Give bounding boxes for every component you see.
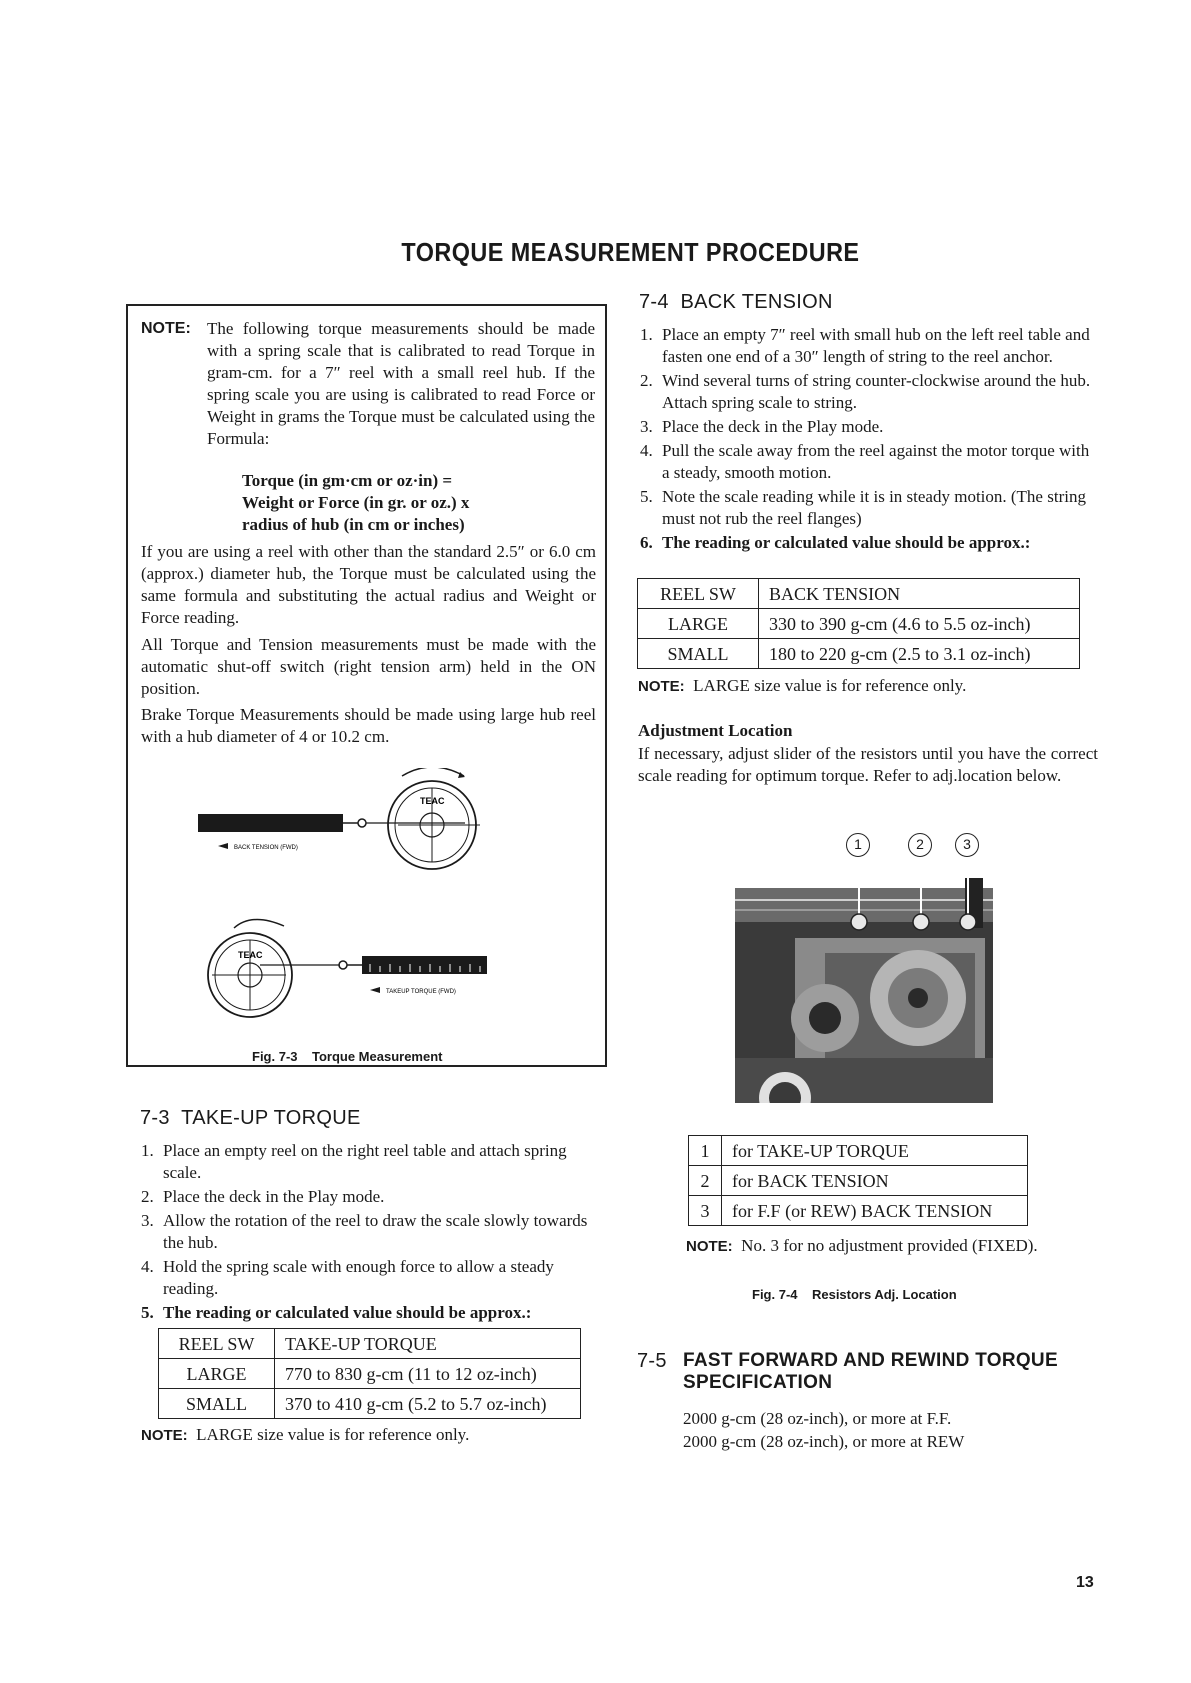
list-item: 4. Hold the spring scale with enough force to allow a steady reading. (141, 1257, 554, 1298)
note-text: LARGE size value is for reference only. (196, 1425, 470, 1444)
resistors-location-photo (735, 858, 1005, 1103)
label-takeup-torque: TAKEUP TORQUE (FWD) (386, 989, 456, 995)
section-7-4-steps (640, 324, 1100, 556)
fig-7-3-title: Torque Measurement (311, 1049, 443, 1064)
table-cell: SMALL (638, 639, 759, 669)
section-7-3-note (141, 1424, 469, 1447)
list-item: 3. Place the deck in the Play mode. (640, 417, 884, 436)
note-paragraph-switch: All Torque and Tension measurements must be made with the automatic shut-off switch (right tension arm) held in the ON position. (141, 635, 596, 698)
section-7-5-title-line-1: FAST FORWARD AND REWIND TORQUE (683, 1350, 1058, 1371)
section-7-5-spec-rew: 2000 g-cm (28 oz-inch), or more at REW (683, 1432, 965, 1451)
section-7-4-note (638, 675, 966, 698)
table-row (638, 639, 1080, 669)
section-7-4-title: BACK TENSION (680, 291, 833, 313)
table-row (638, 609, 1080, 639)
table-cell: 180 to 220 g-cm (2.5 to 3.1 oz-inch) (759, 639, 1080, 669)
note-label: NOTE: (141, 1427, 188, 1444)
resistor-2 (913, 914, 929, 930)
table-row (159, 1359, 581, 1389)
torque-measurement-diagram (190, 768, 520, 1043)
section-7-3-number: 7-3 (140, 1107, 170, 1129)
fig-7-4-title: Resistors Adj. Location (811, 1287, 957, 1302)
list-item: 6. The reading or calculated value should be approx.: (640, 533, 1031, 552)
page-title: TORQUE MEASUREMENT PROCEDURE (401, 237, 860, 267)
list-item: 3. Allow the rotation of the reel to draw the scale slowly towards the hub. (141, 1211, 588, 1252)
table-cell: BACK TENSION (759, 579, 1080, 609)
section-7-5-number: 7-5 (637, 1350, 667, 1372)
section-7-5-title-line-2: SPECIFICATION (683, 1372, 833, 1393)
formula-line-2: Weight or Force (in gr. or oz.) x (242, 493, 470, 512)
section-7-5-spec-ff: 2000 g-cm (28 oz-inch), or more at F.F. (683, 1409, 952, 1428)
section-7-3-heading (140, 1107, 361, 1129)
table-cell: 3 (689, 1196, 722, 1226)
note-text: LARGE size value is for reference only. (693, 676, 967, 695)
section-7-3-title: TAKE-UP TORQUE (181, 1107, 361, 1129)
reel-brand-top: TEAC (420, 796, 445, 806)
list-item: 5. The reading or calculated value should be approx.: (141, 1303, 532, 1322)
table-cell: SMALL (159, 1389, 275, 1419)
section-7-4-number: 7-4 (639, 291, 669, 313)
note-paragraph-brake: Brake Torque Measurements should be made using large hub reel with a hub diameter of 4 or 10.2 cm. (141, 705, 596, 746)
note-label: NOTE: (141, 320, 191, 337)
table-cell: REEL SW (638, 579, 759, 609)
table-header-row (638, 579, 1080, 609)
callout-1: 1 (846, 833, 870, 857)
table-cell: for F.F (or REW) BACK TENSION (722, 1196, 1028, 1226)
back-tension-table (637, 578, 1080, 669)
fig-7-3-caption (252, 1046, 442, 1068)
note-label: NOTE: (638, 678, 685, 695)
list-item: 4. Pull the scale away from the reel against the motor torque with a steady, smooth motion. (640, 441, 1090, 482)
legend-note (686, 1235, 1038, 1258)
section-7-3-steps (141, 1140, 596, 1326)
fig-7-4-caption (752, 1284, 957, 1306)
note-paragraph-hub: If you are using a reel with other than the standard 2.5″ or 6.0 cm (approx.) diameter hub, the Torque must be calculated using the same formula and substituting the actual radius and Weight or Force reading. (141, 542, 596, 627)
table-cell: TAKE-UP TORQUE (275, 1329, 581, 1359)
table-cell: 770 to 830 g-cm (11 to 12 oz-inch) (275, 1359, 581, 1389)
table-cell: for BACK TENSION (722, 1166, 1028, 1196)
table-cell: 330 to 390 g-cm (4.6 to 5.5 oz-inch) (759, 609, 1080, 639)
formula-line-3: radius of hub (in cm or inches) (242, 515, 465, 534)
callout-3: 3 (955, 833, 979, 857)
table-row (689, 1136, 1028, 1166)
back-tension-setup (198, 768, 480, 869)
torque-formula (242, 470, 582, 536)
table-row (689, 1196, 1028, 1226)
adjustment-location-title: Adjustment Location (638, 721, 793, 740)
list-item: 1. Place an empty 7″ reel with small hub on the left reel table and fasten one end of a 30″ length of string to the reel anchor. (640, 325, 1090, 366)
resistors-legend-table (688, 1135, 1028, 1226)
table-cell: REEL SW (159, 1329, 275, 1359)
resistor-1 (851, 914, 867, 930)
table-cell: 1 (689, 1136, 722, 1166)
table-cell: 370 to 410 g-cm (5.2 to 5.7 oz-inch) (275, 1389, 581, 1419)
reel-brand-bottom: TEAC (238, 950, 263, 960)
section-7-4-heading (639, 291, 833, 313)
table-header-row (159, 1329, 581, 1359)
list-item: 1. Place an empty reel on the right reel table and attach spring scale. (141, 1141, 567, 1182)
fig-7-4-number: Fig. 7-4 (752, 1287, 798, 1302)
section-7-5-title (683, 1350, 1058, 1394)
spring-scale-top (198, 814, 343, 832)
fig-7-3-number: Fig. 7-3 (252, 1049, 298, 1064)
table-cell: LARGE (159, 1359, 275, 1389)
page-number: 13 (1076, 1574, 1094, 1591)
take-up-torque-table (158, 1328, 581, 1419)
note-label: NOTE: (686, 1238, 733, 1255)
list-item: 5. Note the scale reading while it is in steady motion. (The string must not rub the reel flanges) (640, 487, 1086, 528)
list-item: 2. Wind several turns of string counter-clockwise around the hub. Attach spring scale to string. (640, 371, 1091, 412)
formula-line-1: Torque (in gm·cm or oz·in) = (242, 471, 453, 490)
table-row (689, 1166, 1028, 1196)
table-cell: 2 (689, 1166, 722, 1196)
note-text: The following torque measurements should be made with a spring scale that is calibrated to read Torque in gram-cm. for a 7″ reel with a small reel hub. If the spring scale you are using is calibrated to read Force or Weight in grams the Torque must be calculated using the Formula: (207, 319, 595, 448)
callout-2: 2 (908, 833, 932, 857)
note-text: No. 3 for no adjustment provided (FIXED). (741, 1236, 1038, 1255)
list-item: 2. Place the deck in the Play mode. (141, 1187, 385, 1206)
table-cell: for TAKE-UP TORQUE (722, 1136, 1028, 1166)
takeup-torque-setup (208, 919, 487, 1017)
table-row (159, 1389, 581, 1419)
resistor-3 (960, 914, 976, 930)
spring-scale-bottom (362, 956, 487, 974)
adjustment-location-text: If necessary, adjust slider of the resistors until you have the correct scale reading for optimum torque. Refer to adj.location below. (638, 744, 1098, 785)
label-back-tension: BACK TENSION (FWD) (234, 845, 298, 851)
table-cell: LARGE (638, 609, 759, 639)
